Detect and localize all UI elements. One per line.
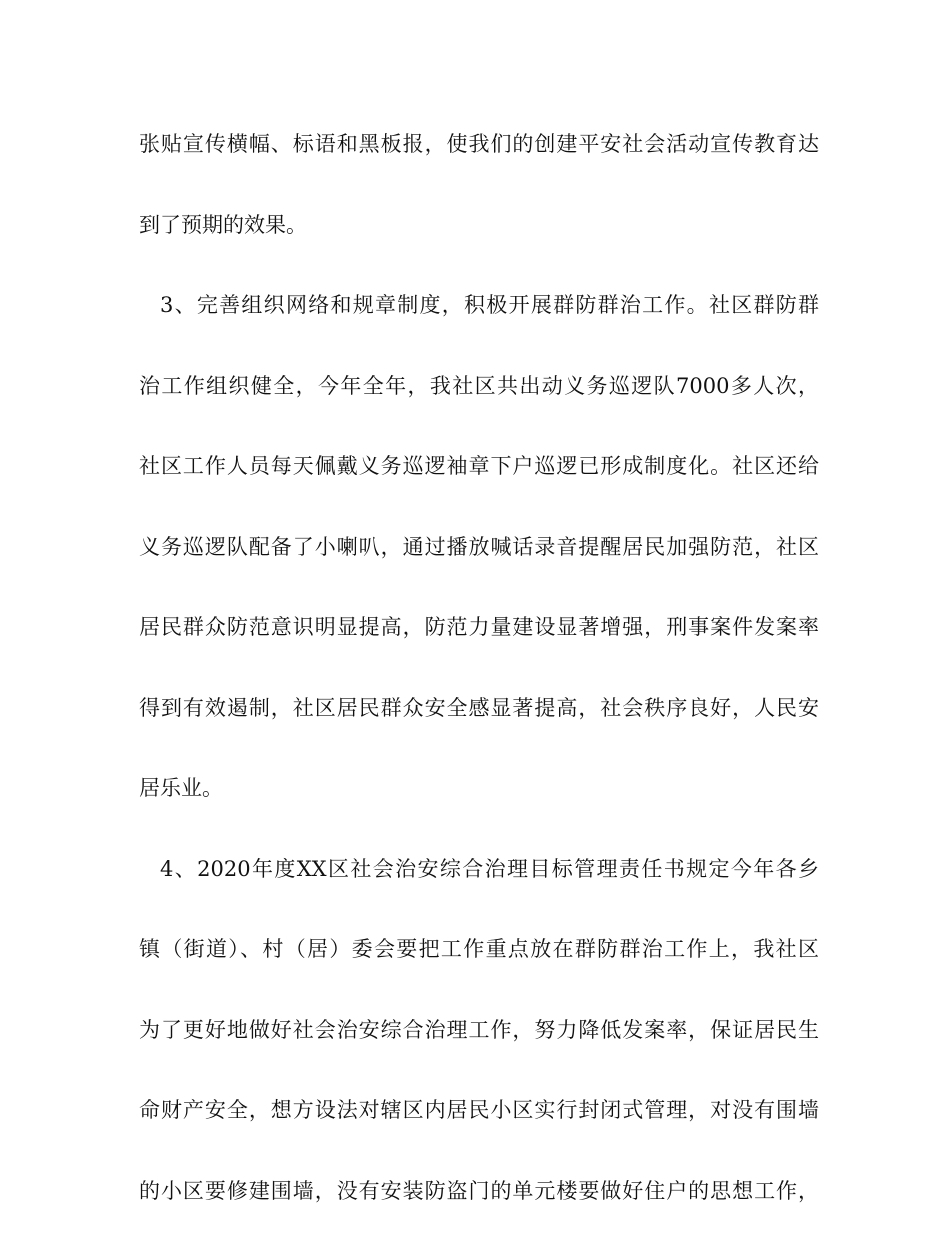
text-line: 居乐业。	[139, 776, 223, 800]
text-line: 4、2020年度XX区社会治安综合治理目标管理责任书规定今年各乡	[160, 856, 819, 881]
text-line: 义务巡逻队配备了小喇叭，通过播放喊话录音提醒居民加强防范，社区	[139, 534, 819, 559]
text-line: 的小区要修建围墙，没有安装防盗门的单元楼要做好住户的思想工作，	[139, 1178, 819, 1203]
text-line: 命财产安全，想方设法对辖区内居民小区实行封闭式管理，对没有围墙	[139, 1098, 819, 1122]
text-line: 镇（街道）、村（居）委会要把工作重点放在群防群治工作上，我社区	[139, 937, 819, 961]
text-line: 治工作组织健全，今年全年，我社区共出动义务巡逻队7000多人次，	[139, 373, 819, 398]
text-line: 张贴宣传横幅、标语和黑板报，使我们的创建平安社会活动宣传教育达	[139, 132, 819, 156]
text-line: 居民群众防范意识明显提高，防范力量建设显著增强，刑事案件发案率	[139, 615, 819, 639]
text-line: 为了更好地做好社会治安综合治理工作，努力降低发案率，保证居民生	[139, 1017, 819, 1042]
text-line: 3、完善组织网络和规章制度，积极开展群防群治工作。社区群防群	[160, 293, 819, 317]
text-line: 得到有效遏制，社区居民群众安全感显著提高，社会秩序良好，人民安	[139, 695, 819, 720]
text-line: 到了预期的效果。	[139, 212, 307, 237]
body-text	[139, 124, 819, 1251]
text-line: 社区工作人员每天佩戴义务巡逻袖章下户巡逻已形成制度化。社区还给	[139, 454, 819, 478]
